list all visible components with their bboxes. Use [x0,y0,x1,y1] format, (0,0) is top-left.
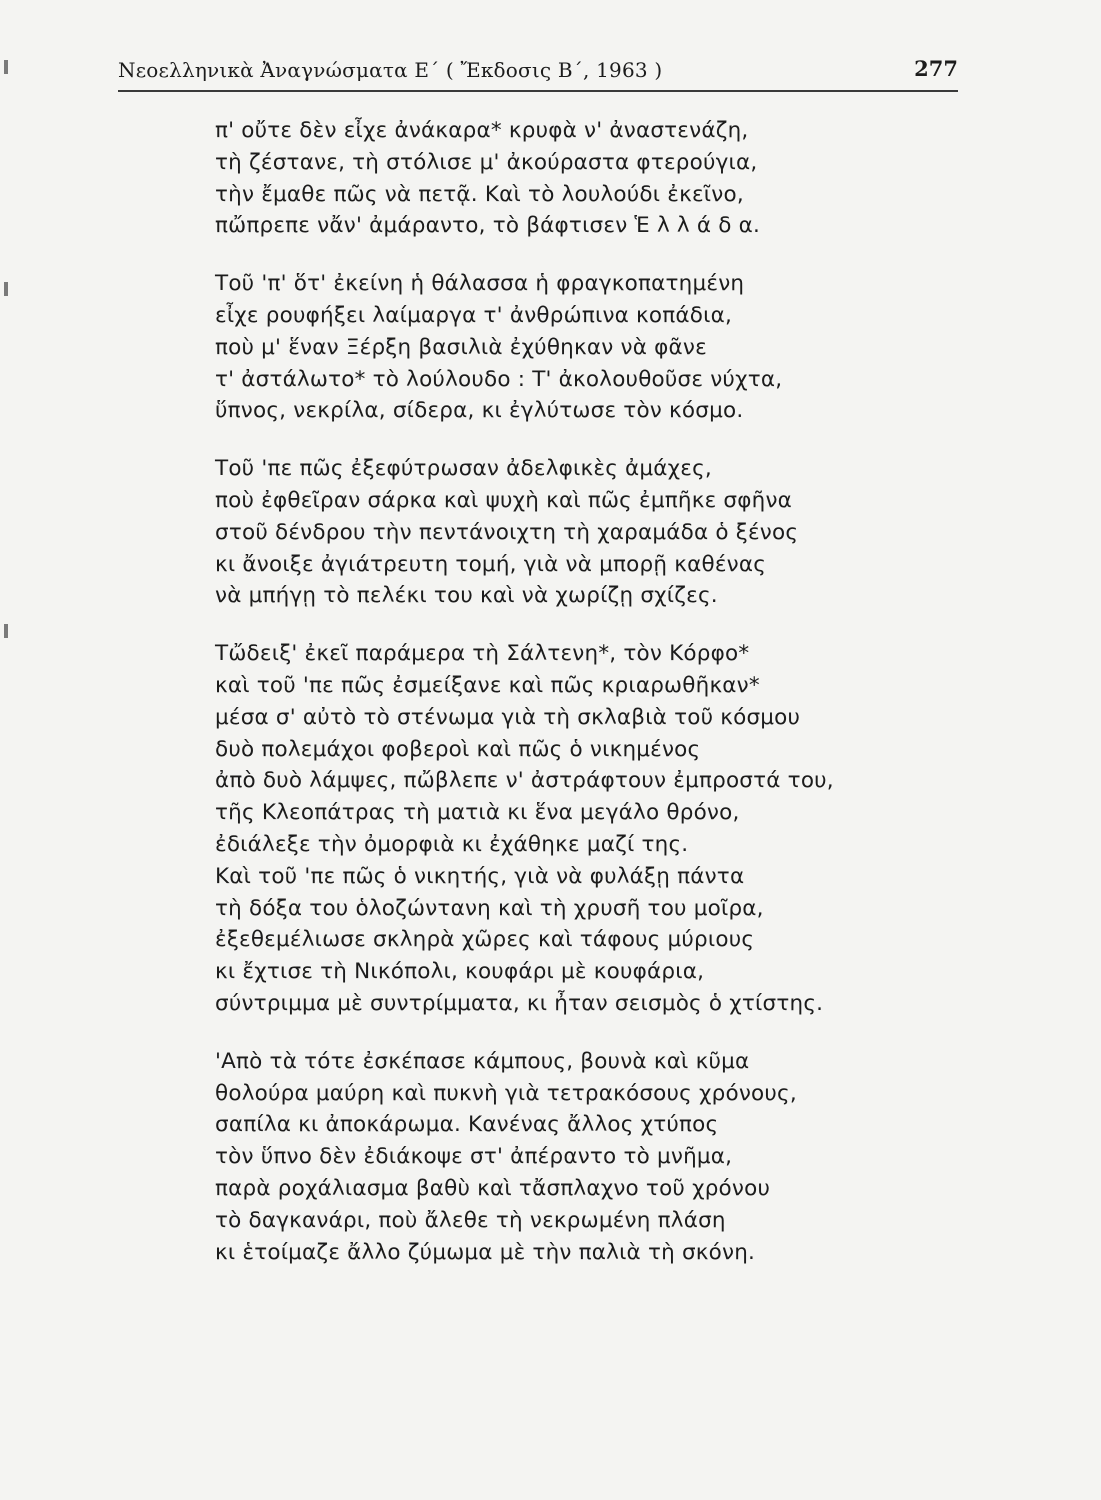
poem-line: εἶχε ρουφήξει λαίμαργα τ' ἀνθρώπινα κοπάδια, [215,302,733,328]
poem-line: σύντριμμα μὲ συντρίμματα, κι ἦταν σεισμὸς ὁ χτίστης. [215,990,824,1016]
poem-line: τ' ἀστάλωτο* τὸ λούλουδο : Τ' ἀκολουθοῦσε νύχτα, [215,366,783,392]
poem-line: δυὸ πολεμάχοι φοβεροὶ καὶ πῶς ὁ νικημένος [215,736,701,762]
running-header [118,50,958,92]
poem-line: ἀπὸ δυὸ λάμψες, πὤβλεπε ν' ἀστράφτουν ἐμπροστά του, [215,768,834,794]
stanza-1 [215,115,975,242]
stanza-2 [215,268,975,427]
poem-line: 'Απὸ τὰ τότε ἐσκέπασε κάμπους, βουνὰ καὶ κῦμα [215,1048,750,1074]
poem-line: τὴν ἔμαθε πῶς νὰ πετᾷ. Καὶ τὸ λουλούδι ἐκεῖνο, [215,181,744,207]
poem-line: ὕπνος, νεκρίλα, σίδερα, κι ἐγλύτωσε τὸν κόσμο. [215,398,744,424]
poem-body [215,115,975,1294]
stanza-3 [215,453,975,612]
stanza-4 [215,638,975,1020]
poem-line: παρὰ ροχάλιασμα βαθὺ καὶ τἄσπλαχνο τοῦ χρόνου [215,1175,771,1201]
margin-mark [4,282,8,296]
margin-mark [4,624,8,638]
poem-line: Καὶ τοῦ 'πε πῶς ὁ νικητής, γιὰ νὰ φυλάξῃ πάντα [215,863,745,889]
poem-line: ἐδιάλεξε τὴν ὀμορφιὰ κι ἐχάθηκε μαζί της. [215,831,689,857]
poem-line: κι ἑτοίμαζε ἄλλο ζύμωμα μὲ τὴν παλιὰ τὴ σκόνη. [215,1239,756,1265]
poem-line: στοῦ δένδρου τὴν πεντάνοιχτη τὴ χαραμάδα ὁ ξένος [215,519,799,545]
poem-line: Τοῦ 'πε πῶς ἐξεφύτρωσαν ἀδελφικὲς ἀμάχες, [215,456,712,482]
margin-mark [4,60,8,74]
poem-line: ἐξεθεμέλιωσε σκληρὰ χῶρες καὶ τάφους μύριους [215,927,755,953]
poem-line: νὰ μπήγῃ τὸ πελέκι του καὶ νὰ χωρίζῃ σχίζες. [215,583,718,609]
poem-line: μέσα σ' αὐτὸ τὸ στένωμα γιὰ τὴ σκλαβιὰ τοῦ κόσμου [215,704,801,730]
stanza-5 [215,1046,975,1269]
poem-line: τὴ ζέστανε, τὴ στόλισε μ' ἀκούραστα φτερούγια, [215,149,758,175]
poem-line: τὸν ὕπνο δὲν ἐδιάκοψε στ' ἀπέραντο τὸ μνῆμα, [215,1144,733,1170]
poem-line: καὶ τοῦ 'πε πῶς ἐσμείξανε καὶ πῶς κριαρωθῆκαν* [215,672,760,698]
poem-line: τὸ δαγκανάρι, ποὺ ἄλεθε τὴ νεκρωμένη πλάση [215,1207,726,1233]
poem-line: θολούρα μαύρη καὶ πυκνὴ γιὰ τετρακόσους χρόνους, [215,1080,797,1106]
poem-line: ποὺ ἐφθεῖραν σάρκα καὶ ψυχὴ καὶ πῶς ἐμπῆκε σφῆνα [215,487,793,513]
header-title: Νεοελληνικὰ Ἀναγνώσματα Ε΄ ( Ἔκδοσις Β΄, 1963 ) [118,58,663,82]
poem-line: Τὤδειξ' ἐκεῖ παράμερα τὴ Σάλτενη*, τὸν Κόρφο* [215,641,750,667]
poem-line: Τοῦ 'π' ὅτ' ἐκείνη ἡ θάλασσα ἡ φραγκοπατημένη [215,271,745,297]
poem-line: πὤπρεπε νἄν' ἀμάραντο, τὸ βάφτισεν Ἑ λ λ ά δ α. [215,213,761,239]
poem-line: π' οὔτε δὲν εἶχε ἀνάκαρα* κρυφὰ ν' ἀναστενάζη, [215,118,749,143]
poem-line: κι ἔχτισε τὴ Νικόπολι, κουφάρι μὲ κουφάρια, [215,959,705,985]
poem-line: τῆς Κλεοπάτρας τὴ ματιὰ κι ἕνα μεγάλο θρόνο, [215,800,740,826]
poem-line: τὴ δόξα του ὁλοζώντανη καὶ τὴ χρυσῆ του μοῖρα, [215,895,764,921]
poem-line: σαπίλα κι ἀποκάρωμα. Κανένας ἄλλος χτύπος [215,1112,719,1138]
poem-line: ποὺ μ' ἕναν Ξέρξη βασιλιὰ ἐχύθηκαν νὰ φᾶνε [215,334,707,360]
page-number: 277 [914,56,958,81]
poem-line: κι ἄνοιξε ἀγιάτρευτη τομή, γιὰ νὰ μπορῇ καθένας [215,551,767,577]
